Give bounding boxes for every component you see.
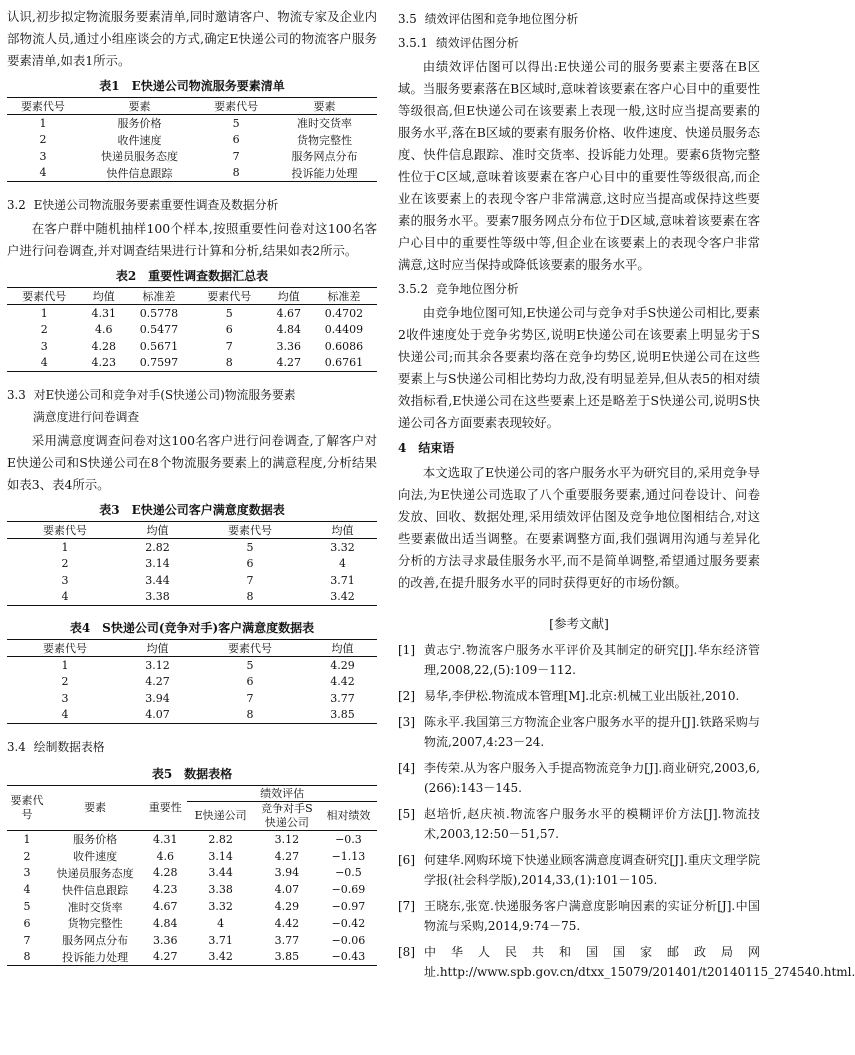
table-cell: 3.38 xyxy=(145,590,170,604)
table-row xyxy=(7,865,377,882)
column-header: 要素代号 xyxy=(7,98,79,115)
table-cell: 4.67 xyxy=(153,900,178,914)
table-cell: 3.85 xyxy=(274,950,300,964)
table-cell: 3.77 xyxy=(274,933,300,947)
table-cell: 5 xyxy=(232,116,240,130)
table-cell: 3.44 xyxy=(208,866,233,880)
table-cell: 4.42 xyxy=(274,916,300,930)
table4-caption: 表4 S快递公司(竞争对手)客户满意度数据表 xyxy=(69,621,315,635)
table-cell: 7 xyxy=(23,933,31,947)
column-header: 要素代号 xyxy=(192,640,308,657)
reference-number: [4] xyxy=(398,761,415,775)
reference-item xyxy=(398,896,760,936)
table-cell: 3 xyxy=(40,339,48,353)
table-cell: 快件信息跟踪 xyxy=(106,166,173,180)
table-cell: 收件速度 xyxy=(73,850,118,864)
table-cell: 7 xyxy=(225,339,233,353)
t5-header-s: 竞争对手S快递公司 xyxy=(254,802,320,831)
table-cell: 3 xyxy=(39,149,47,163)
table-cell: 1 xyxy=(40,306,48,320)
reference-text: 王晓东,张宽.快递服务客户满意度影响因素的实证分析[J].中国物流与采购,2014,9:74－75. xyxy=(424,899,760,933)
table-row xyxy=(7,657,377,674)
table-cell: 8 xyxy=(23,950,31,964)
table-cell: 货物完整性 xyxy=(67,917,123,931)
table-cell: 5 xyxy=(23,900,31,914)
reference-number: [5] xyxy=(398,807,415,821)
table-cell: 8 xyxy=(246,708,254,722)
table-cell: 3.77 xyxy=(330,691,355,705)
table-cell: 4.31 xyxy=(153,832,178,846)
column-header: 要素代号 xyxy=(200,98,272,115)
table-row xyxy=(7,305,377,322)
table-cell: 6 xyxy=(246,557,254,571)
reference-text: 何建华.网购环境下快递业顾客满意度调查研究[J].重庆文理学院学报(社会科学版),2014,33,(1):101－105. xyxy=(424,853,760,887)
section-3-4-heading: 3.4 绘制数据表格 xyxy=(7,740,105,754)
table-cell: 4.31 xyxy=(91,306,116,320)
t5-header-importance: 重要性 xyxy=(143,786,187,831)
table-cell: 3.71 xyxy=(330,573,355,587)
section-3-5-2-heading: 3.5.2 竞争地位图分析 xyxy=(398,282,519,296)
table-cell: 服务网点分布 xyxy=(62,934,129,948)
table-cell: 投诉能力处理 xyxy=(291,166,358,180)
table-cell: 6 xyxy=(23,916,31,930)
reference-text: 李传荣.从为客户服务入手提高物流竞争力[J].商业研究,2003,6,(266):143－145. xyxy=(424,761,760,795)
table-cell: 4.27 xyxy=(153,950,178,964)
table-cell: 4.23 xyxy=(91,356,116,370)
reference-number: [3] xyxy=(398,715,415,729)
table-cell: 0.5778 xyxy=(139,306,179,320)
table1 xyxy=(7,97,377,182)
table-row xyxy=(7,932,377,949)
table-cell: 3.12 xyxy=(145,658,170,672)
table5 xyxy=(7,785,377,966)
table-cell: 0.4702 xyxy=(324,306,364,320)
table-cell: 4 xyxy=(339,557,347,571)
table-cell: 4.6 xyxy=(95,323,113,337)
references-heading: [参考文献] xyxy=(549,616,609,631)
table-row xyxy=(7,572,377,589)
section-3-3-heading: 3.3 对E快递公司和竞争对手(S快递公司)物流服务要素 满意度进行问卷调查 xyxy=(7,388,296,424)
table-cell: 4.28 xyxy=(153,866,178,880)
table-cell: −1.13 xyxy=(331,849,366,863)
column-header: 均值 xyxy=(123,522,192,539)
reference-text: 陈永平.我国第三方物流企业客户服务水平的提升[J].铁路采购与物流,2007,4:23－24. xyxy=(424,715,760,749)
table-cell: 4 xyxy=(39,166,47,180)
table-cell: 3.14 xyxy=(208,849,233,863)
table-row xyxy=(7,539,377,556)
table-cell: 6 xyxy=(225,323,233,337)
table-row xyxy=(7,848,377,865)
table-cell: −0.3 xyxy=(335,832,362,846)
table-cell: 4 xyxy=(61,590,69,604)
section-3-5-heading: 3.5 绩效评估图和竞争地位图分析 xyxy=(398,12,579,26)
table-cell: −0.06 xyxy=(331,933,366,947)
table-cell: 1 xyxy=(23,832,31,846)
reference-item xyxy=(398,804,760,844)
table-cell: 3 xyxy=(61,573,69,587)
table-cell: 7 xyxy=(246,691,254,705)
table-cell: 8 xyxy=(246,590,254,604)
table-cell: 2 xyxy=(40,323,48,337)
reference-number: [6] xyxy=(398,853,415,867)
table-cell: 4.27 xyxy=(274,849,300,863)
column-header: 要素代号 xyxy=(192,522,308,539)
reference-number: [2] xyxy=(398,689,415,703)
table-row xyxy=(7,115,377,132)
reference-text: 中华人民共和国国家邮政局网址.http://www.spb.gov.cn/dtxx_15079/201401/t20140115_274540.html. xyxy=(424,945,855,979)
table-cell: 4.42 xyxy=(330,675,355,689)
table-cell: 服务价格 xyxy=(117,117,162,131)
table-cell: 3 xyxy=(61,691,69,705)
table-row xyxy=(7,355,377,372)
reference-number: [1] xyxy=(398,643,415,657)
table-cell: 快递员服务态度 xyxy=(101,150,179,164)
table-row xyxy=(7,322,377,339)
table-row xyxy=(7,831,377,848)
table-cell: −0.97 xyxy=(331,900,366,914)
table2-caption: 表2 重要性调查数据汇总表 xyxy=(115,269,269,283)
t5-header-group: 绩效评估 xyxy=(187,786,377,802)
column-header: 标准差 xyxy=(126,288,192,305)
column-header: 均值 xyxy=(267,288,311,305)
table-cell: 快件信息跟踪 xyxy=(62,883,129,897)
table-row xyxy=(7,674,377,691)
table-cell: 4.84 xyxy=(153,916,178,930)
table-cell: 0.7597 xyxy=(139,356,179,370)
table-cell: 4 xyxy=(23,883,31,897)
table1-caption: 表1 E快递公司物流服务要素清单 xyxy=(99,79,285,93)
table-cell: 5 xyxy=(246,658,254,672)
reference-item xyxy=(398,712,760,752)
table-row xyxy=(7,898,377,915)
column-header: 均值 xyxy=(123,640,192,657)
reference-item xyxy=(398,942,855,982)
intro-paragraph: 认识,初步拟定物流服务要素清单,同时邀请客户、物流专家及企业内部物流人员,通过小组座谈会的方式,确定E快递公司的物流客户服务要素清单,如表1所示。 xyxy=(7,9,377,68)
table-cell: 4 xyxy=(61,708,69,722)
table-cell: 5 xyxy=(246,540,254,554)
table-cell: 6 xyxy=(232,133,240,147)
table-cell: 4.29 xyxy=(330,658,355,672)
table-row xyxy=(7,881,377,898)
table3-caption: 表3 E快递公司客户满意度数据表 xyxy=(99,503,285,517)
table-cell: 3.36 xyxy=(153,933,178,947)
table-cell: 3.42 xyxy=(330,590,355,604)
table-cell: 3.32 xyxy=(330,540,355,554)
reference-text: 易华,李伊松.物流成本管理[M].北京:机械工业出版社,2010. xyxy=(424,689,740,703)
table-cell: 快递员服务态度 xyxy=(56,866,134,880)
reference-text: 赵培忻,赵庆祯.物流客户服务水平的模糊评价方法[J].物流技术,2003,12:50－51,57. xyxy=(424,807,760,841)
table-cell: 3.85 xyxy=(330,708,355,722)
table-cell: 准时交货率 xyxy=(297,117,353,131)
column-header: 要素 xyxy=(79,98,200,115)
table-cell: 2 xyxy=(39,133,47,147)
table-cell: 8 xyxy=(232,166,240,180)
table-cell: 4.23 xyxy=(153,883,178,897)
table-cell: 准时交货率 xyxy=(67,900,123,914)
table-cell: 3.42 xyxy=(208,950,233,964)
references-list xyxy=(398,640,855,982)
table3 xyxy=(7,521,377,606)
section-4-paragraph: 本文选取了E快递公司的客户服务水平为研究目的,采用竞争导向法,为E快递公司选取了八个重要服务要素,通过问卷设计、问卷发放、回收、数据处理,采用绩效评估图及竞争地位图相结合,对这些要素做出适当调整。在要素调整方面,我们强调用沟通与差异化分析的方法寻求最佳服务水平,而不是简单调整,希望通过服务要素的改善,在提升服务水平的同时获得更好的市场份额。 xyxy=(398,465,760,590)
table-row xyxy=(7,690,377,707)
table-cell: 3.32 xyxy=(208,900,233,914)
table-cell: 1 xyxy=(61,658,69,672)
table-cell: 0.4409 xyxy=(324,323,364,337)
column-header: 均值 xyxy=(82,288,126,305)
table-cell: 4.67 xyxy=(276,306,301,320)
table-row xyxy=(7,915,377,932)
t5-header-e: E快递公司 xyxy=(187,802,254,831)
table-row xyxy=(7,338,377,355)
table-cell: 1 xyxy=(39,116,47,130)
table-cell: 3.12 xyxy=(274,832,300,846)
table-cell: 0.6086 xyxy=(324,339,364,353)
table-cell: −0.42 xyxy=(331,916,366,930)
section-3-5-1-paragraph: 由绩效评估图可以得出:E快递公司的服务要素主要落在B区域。当服务要素落在B区域时,意味着该要素在客户心目中的重要性等级很高,但E快递公司在该要素上表现一般,这时应当提高要素的服务水平,落在B区域的要素有服务价格、收件速度、快递员服务态度、快件信息跟踪、准时交货率、投诉能力处理。要素6货物完整性位于C区域,意味着该要素在客户心目中的重要性等级很高,而企业在该要素上的表现令客户非常满意,这时应当提高或保持这些要素的服务水平。要素7服务网点分布位于D区域,意味着该要素在客户心目中的重要性等级中等,但企业在该要素上的表现令客户非常满意,这时应当保持或降低该要素的服务水平。 xyxy=(398,59,760,272)
column-header: 要素代号 xyxy=(7,522,123,539)
table-cell: 3.94 xyxy=(274,866,300,880)
reference-item xyxy=(398,640,760,680)
table4 xyxy=(7,639,377,724)
table-cell: 4.27 xyxy=(145,675,170,689)
table-cell: 1 xyxy=(61,540,69,554)
table-cell: 3.71 xyxy=(208,933,233,947)
section-3-5-1-heading: 3.5.1 绩效评估图分析 xyxy=(398,36,519,50)
reference-text: 黄志宁.物流客户服务水平评价及其制定的研究[J].华东经济管理,2008,22,(5):109－112. xyxy=(424,643,760,677)
section-3-5-2-paragraph: 由竞争地位图可知,E快递公司与竞争对手S快递公司相比,要素2收件速度处于竞争劣势区,说明E快递公司在该要素上明显劣于S快递公司;而其余各要素均落在竞争均势区,说明E快递公司在这些要素上与S快递公司相比势均力敌,没有明显差异,但从表5的相对绩效指标看,E快递公司在这些要素上还是略差于S快递公司,说明S快递公司各方面要素表现较好。 xyxy=(398,305,760,430)
table-cell: 3.14 xyxy=(145,557,170,571)
table-row xyxy=(7,949,377,966)
reference-item xyxy=(398,686,760,706)
table-cell: 2 xyxy=(61,675,69,689)
table-cell: 3.44 xyxy=(145,573,170,587)
section-3-2-heading: 3.2 E快递公司物流服务要素重要性调查及数据分析 xyxy=(7,198,279,212)
table-cell: −0.69 xyxy=(331,883,366,897)
table-cell: 2 xyxy=(23,849,31,863)
column-header: 均值 xyxy=(308,522,377,539)
table-row xyxy=(7,165,377,182)
reference-number: [7] xyxy=(398,899,415,913)
reference-item xyxy=(398,850,760,890)
table-row xyxy=(7,589,377,606)
table-cell: 7 xyxy=(246,573,254,587)
table-cell: 收件速度 xyxy=(117,133,162,147)
table-cell: 4 xyxy=(40,356,48,370)
table-cell: 8 xyxy=(225,356,233,370)
reference-item xyxy=(398,758,760,798)
section-3-2-paragraph: 在客户群中随机抽样100个样本,按照重要性问卷对这100名客户进行问卷调查,并对调查结果进行计算和分析,结果如表2所示。 xyxy=(7,221,377,258)
table-cell: 7 xyxy=(232,149,240,163)
table-cell: 3.94 xyxy=(145,691,170,705)
table-cell: 3 xyxy=(23,866,31,880)
table-cell: 4.6 xyxy=(156,849,175,863)
table2 xyxy=(7,287,377,372)
table-row xyxy=(7,707,377,724)
table-cell: 3.36 xyxy=(276,339,301,353)
table-cell: 4.84 xyxy=(276,323,301,337)
column-header: 要素代号 xyxy=(7,640,123,657)
table-cell: 投诉能力处理 xyxy=(62,950,129,964)
table5-caption: 表5 数据表格 xyxy=(151,767,233,781)
section-4-heading: 4 结束语 xyxy=(398,441,455,455)
table-cell: 2.82 xyxy=(208,832,233,846)
left-column xyxy=(7,6,377,966)
right-column xyxy=(398,6,855,988)
t5-header-relative: 相对绩效 xyxy=(320,802,377,831)
column-header: 要素代号 xyxy=(7,288,82,305)
table-cell: 4.07 xyxy=(145,708,170,722)
table-cell: 4.28 xyxy=(91,339,116,353)
t5-header-code: 要素代号 xyxy=(7,786,47,831)
table-cell: 4.27 xyxy=(276,356,301,370)
column-header: 均值 xyxy=(308,640,377,657)
table-cell: 货物完整性 xyxy=(297,133,353,147)
table-cell: −0.5 xyxy=(335,866,362,880)
table-cell: 2 xyxy=(61,557,69,571)
table-row xyxy=(7,132,377,149)
table-cell: 6 xyxy=(246,675,254,689)
section-3-3-paragraph: 采用满意度调查问卷对这100名客户进行问卷调查,了解客户对E快递公司和S快递公司在8个物流服务要素上的满意程度,分析结果如表3、表4所示。 xyxy=(7,433,377,492)
table-row xyxy=(7,148,377,165)
table-cell: 3.38 xyxy=(208,883,233,897)
table-cell: 0.5477 xyxy=(139,323,179,337)
table-cell: 5 xyxy=(225,306,233,320)
table-cell: −0.43 xyxy=(331,950,366,964)
table-cell: 4.29 xyxy=(274,900,300,914)
table-cell: 0.6761 xyxy=(324,356,364,370)
table-row xyxy=(7,556,377,573)
t5-header-element: 要素 xyxy=(47,786,143,831)
column-header: 要素代号 xyxy=(192,288,267,305)
table-cell: 服务价格 xyxy=(73,833,118,847)
table-cell: 2.82 xyxy=(145,540,170,554)
column-header: 标准差 xyxy=(311,288,377,305)
table-cell: 0.5671 xyxy=(139,339,179,353)
table-cell: 4 xyxy=(217,916,225,930)
table-cell: 4.07 xyxy=(274,883,300,897)
reference-number: [8] xyxy=(398,945,415,959)
table-cell: 服务网点分布 xyxy=(291,150,358,164)
column-header: 要素 xyxy=(272,98,377,115)
